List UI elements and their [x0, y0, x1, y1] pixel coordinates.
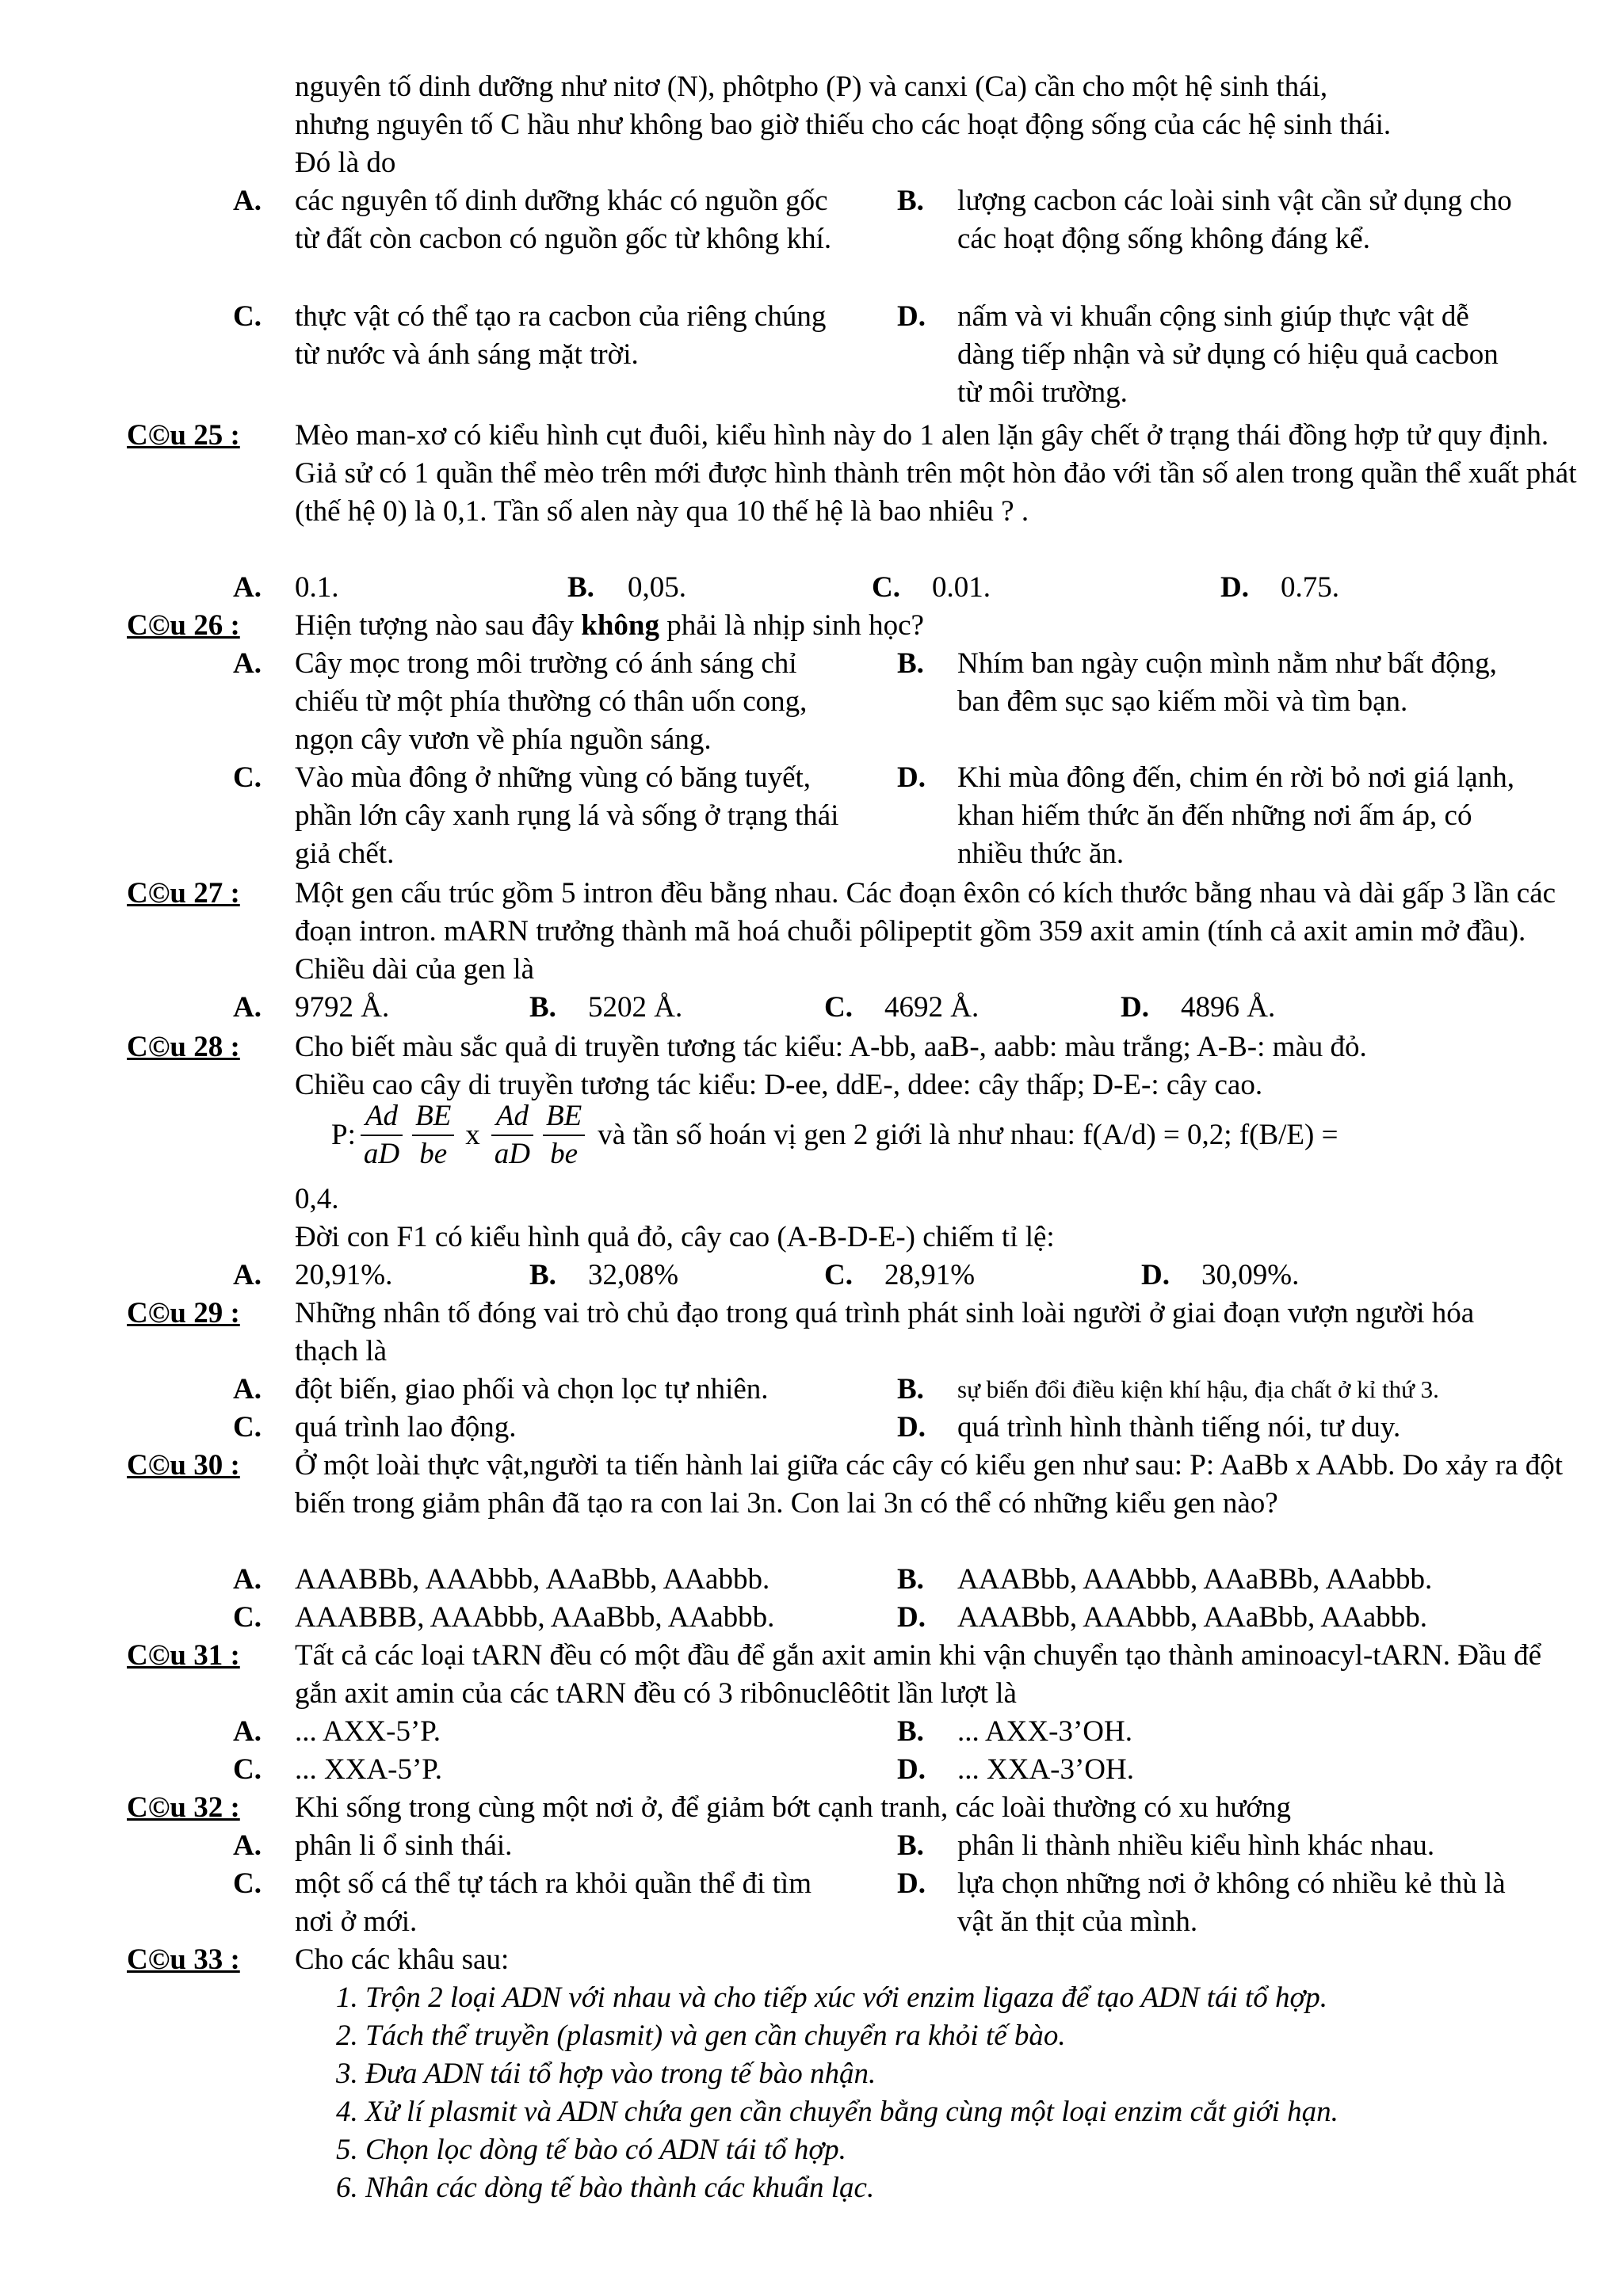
question-27-text: Một gen cấu trúc gồm 5 intron đều bằng nhau. Các đoạn êxôn có kích thước bằng nhau và dài gấp 3 lần các đoạn intron. mARN trưởng thành mã hoá chuỗi pôlipeptit gồm 359 axit amin (tính cả axit amin mở đầu). Chiều dài của gen là	[295, 877, 1556, 986]
option-letter: D.	[1141, 1259, 1170, 1291]
q28-option-c: 28,91%	[884, 1259, 976, 1291]
q26-option-d: Khi mùa đông đến, chim én rời bỏ nơi giá lạnh, khan hiếm thức ăn đến những nơi ấm áp, có nhiều thức ăn.	[957, 761, 1514, 870]
option-letter: B.	[897, 1715, 924, 1748]
option-letter: C.	[233, 1601, 262, 1634]
q30-option-a: AAABBb, AAAbbb, AAaBbb, AAabbb.	[295, 1563, 770, 1596]
q26-text-before: Hiện tượng nào sau đây	[295, 609, 582, 642]
frac-num: Ad	[361, 1098, 403, 1136]
frac-den: be	[550, 1138, 579, 1170]
option-letter: B.	[897, 1829, 924, 1862]
option-letter: D.	[1220, 571, 1249, 604]
fraction	[491, 1098, 533, 1173]
option-letter: B.	[897, 1563, 924, 1596]
q28-option-a: 20,91%.	[295, 1259, 393, 1291]
q27-option-a: 9792 Å.	[295, 991, 390, 1024]
question-32-label: C©u 32 :	[127, 1791, 240, 1824]
q26-option-c: Vào mùa đông ở những vùng có băng tuyết, phần lớn cây xanh rụng lá và sống ở trạng thái giả chết.	[295, 761, 839, 870]
q33-step-3: 3. Đưa ADN tái tổ hợp vào trong tế bào nhận.	[336, 2058, 876, 2090]
q33-step-4: 4. Xử lí plasmit và ADN chứa gen cần chuyển bằng cùng một loại enzim cắt giới hạn.	[336, 2096, 1338, 2128]
q33-step-2: 2. Tách thể truyền (plasmit) và gen cần chuyển ra khỏi tế bào.	[336, 2019, 1066, 2052]
question-27-label: C©u 27 :	[127, 877, 240, 910]
intro-option-b: lượng cacbon các loài sinh vật cần sử dụng cho các hoạt động sống không đáng kể.	[957, 185, 1512, 255]
option-letter: D.	[897, 300, 926, 333]
q28-cross-formula	[331, 1098, 1338, 1173]
question-30-text: Ở một loài thực vật,người ta tiến hành lai giữa các cây có kiểu gen như sau: P: AaBb x AAbb. Do xảy ra đột biến trong giảm phân đã tạo ra con lai 3n. Con lai 3n có thể có những kiểu gen nào?	[295, 1449, 1563, 1520]
fraction	[543, 1098, 585, 1173]
q28-line-1: Cho biết màu sắc quả di truyền tương tác kiểu: A-bb, aaB-, aabb: màu trắng; A-B-: màu đỏ.	[295, 1031, 1367, 1063]
q25-option-c: 0.01.	[932, 571, 991, 604]
q28-line-5: Đời con F1 có kiểu hình quả đỏ, cây cao (A-B-D-E-) chiếm tỉ lệ:	[295, 1221, 1055, 1253]
option-letter: C.	[872, 571, 900, 604]
option-letter: D.	[897, 761, 926, 794]
q28-line-2: Chiều cao cây di truyền tương tác kiểu: D-ee, ddE-, ddee: cây thấp; D-E-: cây cao.	[295, 1069, 1263, 1101]
q33-step-5: 5. Chọn lọc dòng tế bào có ADN tái tổ hợp.	[336, 2134, 846, 2166]
intro-option-a: các nguyên tố dinh dưỡng khác có nguồn gốc từ đất còn cacbon có nguồn gốc từ không khí.	[295, 185, 832, 255]
option-letter: C.	[233, 1867, 262, 1900]
q28-formula-tail: và tần số hoán vị gen 2 giới là như nhau: f(A/d) = 0,2; f(B/E) =	[598, 1119, 1338, 1151]
frac-den: aD	[363, 1138, 400, 1170]
q27-option-c: 4692 Å.	[884, 991, 980, 1024]
option-letter: A.	[233, 185, 262, 217]
frac-num: Ad	[491, 1098, 533, 1136]
intro-line-2: nhưng nguyên tố C hầu như không bao giờ thiếu cho các hoạt động sống của các hệ sinh thái.	[295, 109, 1392, 141]
option-letter: B.	[897, 647, 924, 680]
option-letter: C.	[233, 761, 262, 794]
question-28-label: C©u 28 :	[127, 1031, 240, 1063]
intro-option-c: thực vật có thể tạo ra cacbon của riêng chúng từ nước và ánh sáng mặt trời.	[295, 300, 827, 371]
q31-option-b: ... AXX-3’OH.	[957, 1715, 1132, 1748]
q32-option-c: một số cá thể tự tách ra khỏi quần thể đi tìm nơi ở mới.	[295, 1867, 812, 1938]
q28-line-4: 0,4.	[295, 1183, 339, 1215]
frac-den: be	[419, 1138, 448, 1170]
q28-option-d: 30,09%.	[1201, 1259, 1300, 1291]
frac-num: BE	[543, 1098, 585, 1136]
question-31-label: C©u 31 :	[127, 1639, 240, 1672]
option-letter: B.	[529, 991, 556, 1024]
q26-text-after: phải là nhịp sinh học?	[659, 609, 924, 642]
q29-option-b: sự biến đổi điều kiện khí hậu, địa chất ở kỉ thứ 3.	[957, 1375, 1439, 1403]
q26-text-bold: không	[581, 609, 659, 642]
q25-option-b: 0,05.	[628, 571, 686, 604]
question-29-label: C©u 29 :	[127, 1297, 240, 1329]
q26-option-a: Cây mọc trong môi trường có ánh sáng chỉ chiếu từ một phía thường có thân uốn cong, ngọn cây vươn về phía nguồn sáng.	[295, 647, 808, 756]
question-32-text: Khi sống trong cùng một nơi ở, để giảm bớt cạnh tranh, các loài thường có xu hướng	[295, 1791, 1291, 1824]
option-letter: A.	[233, 1563, 262, 1596]
q25-option-d: 0.75.	[1281, 571, 1339, 604]
q28-option-b: 32,08%	[588, 1259, 679, 1291]
fraction	[361, 1098, 403, 1173]
question-33-label: C©u 33 :	[127, 1943, 240, 1976]
q30-option-c: AAABBB, AAAbbb, AAaBbb, AAabbb.	[295, 1601, 775, 1634]
option-letter: C.	[233, 300, 262, 333]
option-letter: B.	[567, 571, 594, 604]
intro-line-1: nguyên tố dinh dưỡng như nitơ (N), phôtpho (P) và canxi (Ca) cần cho một hệ sinh thái,	[295, 71, 1328, 103]
q29-option-c: quá trình lao động.	[295, 1411, 517, 1444]
q32-option-a: phân li ổ sinh thái.	[295, 1829, 513, 1862]
option-letter: D.	[897, 1411, 926, 1444]
q27-option-d: 4896 Å.	[1181, 991, 1276, 1024]
question-26-text	[295, 607, 924, 645]
option-letter: A.	[233, 571, 262, 604]
option-letter: A.	[233, 991, 262, 1024]
q28-p-label: P:	[331, 1119, 356, 1151]
q28-cross-sign: x	[465, 1119, 480, 1151]
question-25-text: Mèo man-xơ có kiểu hình cụt đuôi, kiểu hình này do 1 alen lặn gây chết ở trạng thái đồng hợp tử quy định. Giả sử có 1 quần thể mèo trên mới được hình thành trên một hòn đảo với tần số alen trong quần thể xuất phát (thế hệ 0) là 0,1. Tần số alen này qua 10 thế hệ là bao nhiêu ? .	[295, 419, 1577, 528]
option-letter: C.	[233, 1753, 262, 1786]
q26-option-b: Nhím ban ngày cuộn mình nằm như bất động, ban đêm sục sạo kiếm mồi và tìm bạn.	[957, 647, 1497, 718]
option-letter: B.	[897, 185, 924, 217]
option-letter: A.	[233, 1373, 262, 1405]
frac-num: BE	[412, 1098, 454, 1136]
intro-line-3: Đó là do	[295, 147, 396, 179]
q31-option-d: ... XXA-3’OH.	[957, 1753, 1134, 1786]
option-letter: A.	[233, 647, 262, 680]
q30-option-b: AAABbb, AAAbbb, AAaBBb, AAabbb.	[957, 1563, 1433, 1596]
q33-step-6: 6. Nhân các dòng tế bào thành các khuẩn lạc.	[336, 2172, 875, 2204]
option-letter: C.	[824, 1259, 853, 1291]
q27-option-b: 5202 Å.	[588, 991, 683, 1024]
q33-step-1: 1. Trộn 2 loại ADN với nhau và cho tiếp xúc với enzim ligaza để tạo ADN tái tổ hợp.	[336, 1981, 1328, 2014]
intro-option-d: nấm và vi khuẩn cộng sinh giúp thực vật dễ dàng tiếp nhận và sử dụng có hiệu quả cacbon từ môi trường.	[957, 300, 1499, 409]
option-letter: B.	[897, 1373, 924, 1405]
option-letter: D.	[1121, 991, 1149, 1024]
fraction	[412, 1098, 454, 1173]
question-33-text: Cho các khâu sau:	[295, 1943, 510, 1976]
q30-option-d: AAABbb, AAAbbb, AAaBbb, AAabbb.	[957, 1601, 1428, 1634]
option-letter: C.	[824, 991, 853, 1024]
q29-option-d: quá trình hình thành tiếng nói, tư duy.	[957, 1411, 1401, 1444]
q29-option-a: đột biến, giao phối và chọn lọc tự nhiên.	[295, 1373, 769, 1405]
question-30-label: C©u 30 :	[127, 1449, 240, 1482]
option-letter: A.	[233, 1259, 262, 1291]
q31-option-a: ... AXX-5’P.	[295, 1715, 441, 1748]
question-29-text: Những nhân tố đóng vai trò chủ đạo trong quá trình phát sinh loài người ở giai đoạn vượn người hóa thạch là	[295, 1297, 1475, 1367]
option-letter: A.	[233, 1715, 262, 1748]
frac-den: aD	[494, 1138, 531, 1170]
option-letter: D.	[897, 1601, 926, 1634]
option-letter: A.	[233, 1829, 262, 1862]
q31-option-c: ... XXA-5’P.	[295, 1753, 443, 1786]
q25-option-a: 0.1.	[295, 571, 339, 604]
question-25-label: C©u 25 :	[127, 419, 240, 452]
option-letter: C.	[233, 1411, 262, 1444]
option-letter: D.	[897, 1867, 926, 1900]
q32-option-d: lựa chọn những nơi ở không có nhiều kẻ thù là vật ăn thịt của mình.	[957, 1867, 1506, 1938]
question-31-text: Tất cả các loại tARN đều có một đầu để gắn axit amin khi vận chuyển tạo thành aminoacyl-tARN. Đầu để gắn axit amin của các tARN đều có 3 ribônuclêôtit lần lượt là	[295, 1639, 1542, 1710]
option-letter: D.	[897, 1753, 926, 1786]
option-letter: B.	[529, 1259, 556, 1291]
q32-option-b: phân li thành nhiều kiểu hình khác nhau.	[957, 1829, 1435, 1862]
question-26-label: C©u 26 :	[127, 609, 240, 642]
